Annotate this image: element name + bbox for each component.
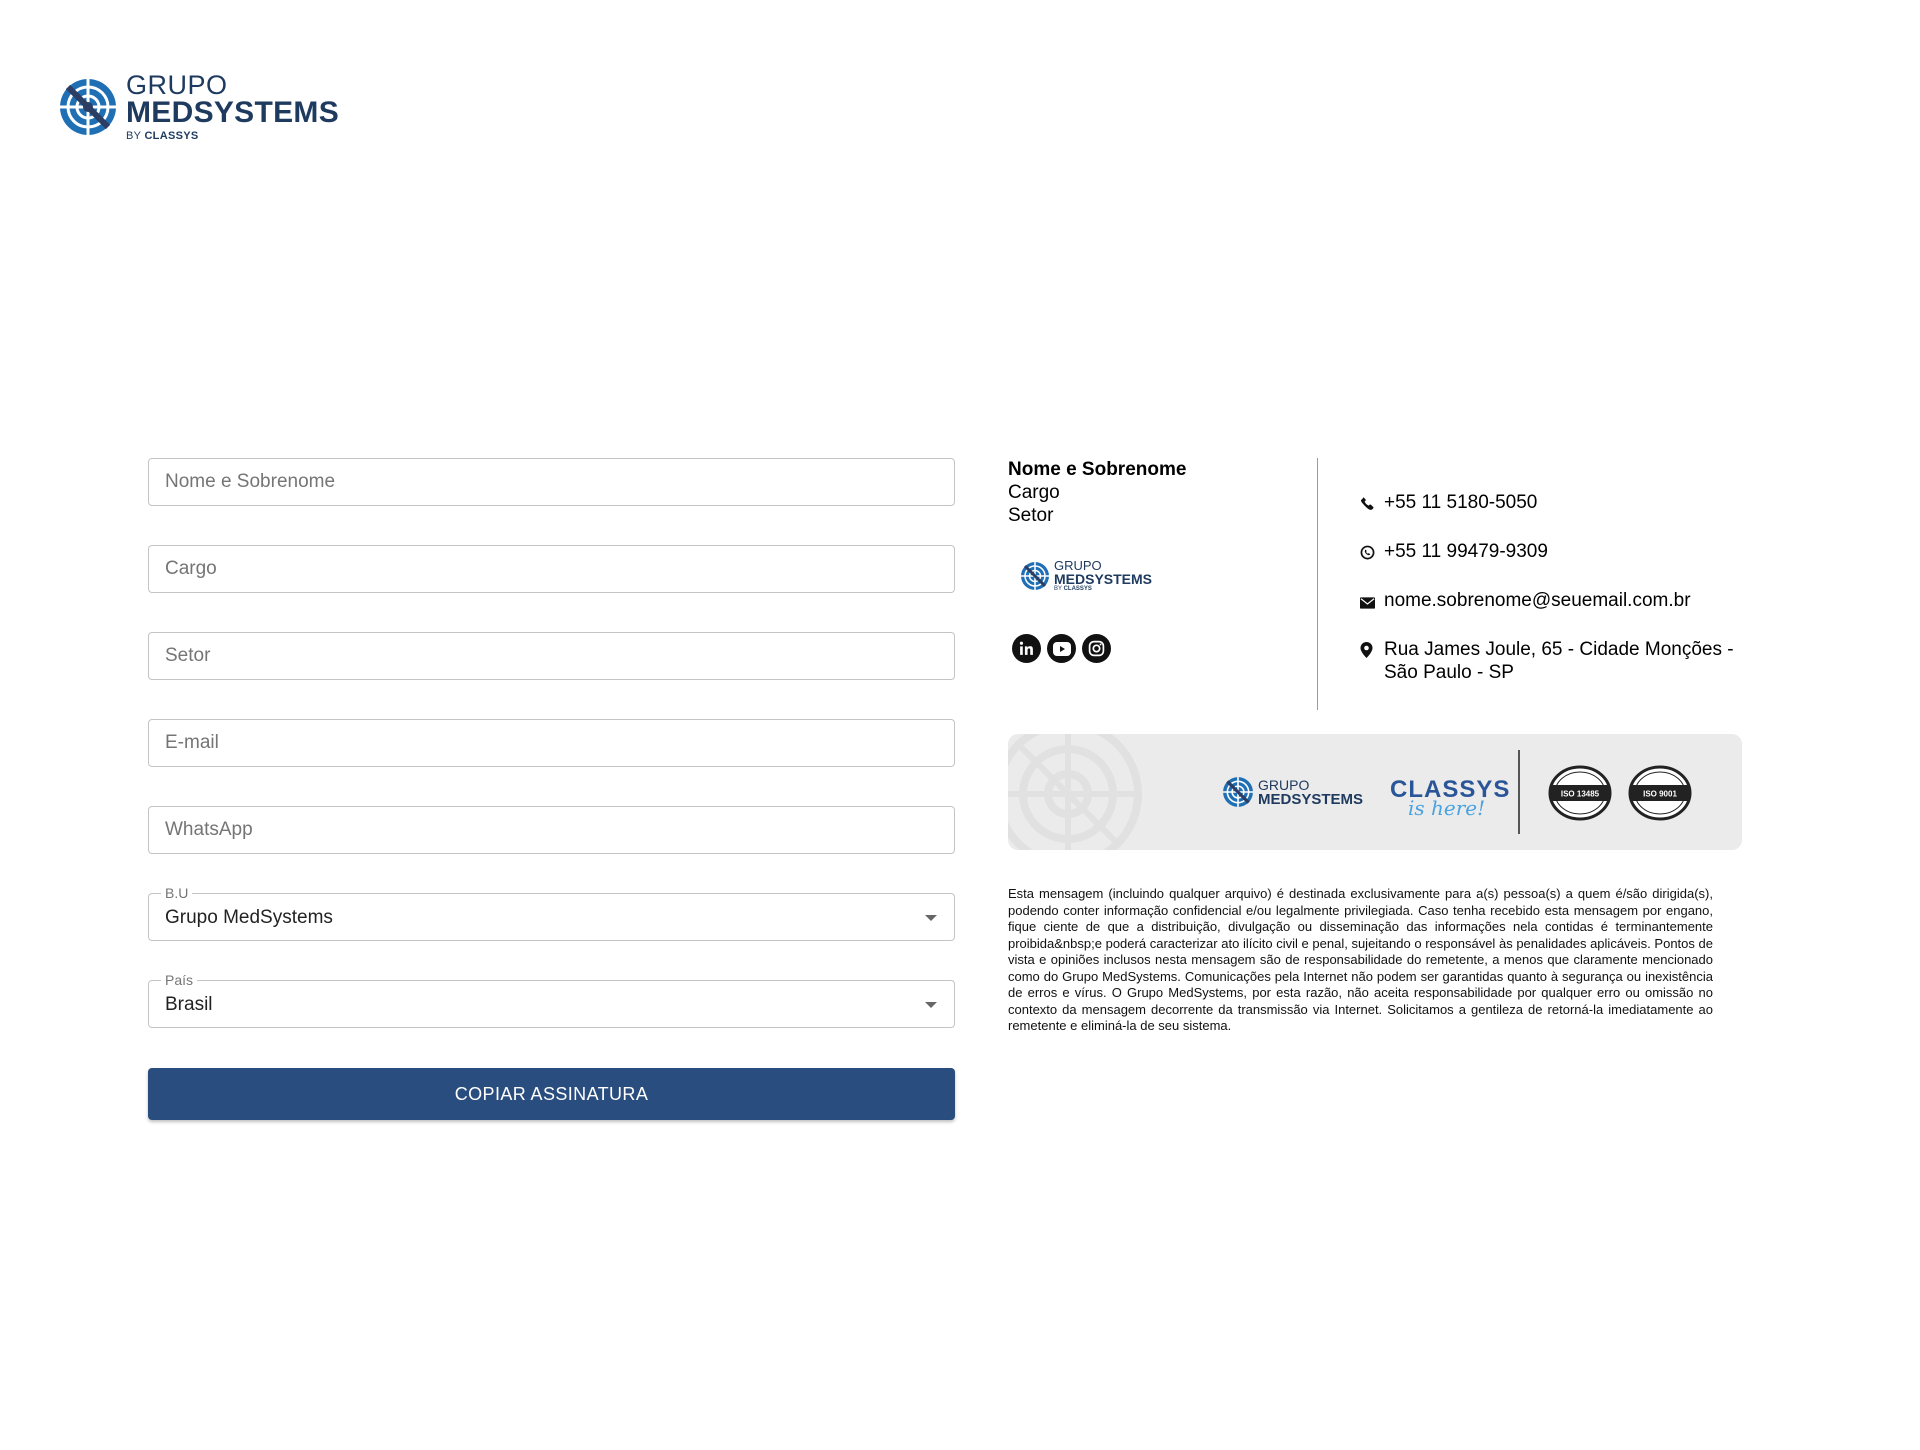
setor-input[interactable] (149, 633, 954, 679)
whatsapp-input[interactable] (149, 807, 954, 853)
whatsapp-field-wrapper (148, 806, 955, 854)
signature-contacts (1360, 491, 1760, 707)
medsystems-logo-icon (1020, 561, 1050, 591)
sig-logo-medsystems: MEDSYSTEMS (1054, 571, 1153, 587)
logo-line-grupo: GRUPO (126, 70, 228, 100)
banner-medsystems-logo (1222, 776, 1363, 808)
company-logo (58, 72, 339, 142)
pais-select-label: País (161, 972, 197, 988)
signature-form (148, 458, 955, 1120)
banner-logo-grupo: GRUPO (1258, 776, 1310, 793)
email-field-wrapper (148, 719, 955, 767)
name-input[interactable] (149, 459, 954, 505)
contact-email (1360, 589, 1760, 615)
watermark-logo-icon (1008, 734, 1188, 850)
is-here-tagline: is here! (1408, 796, 1486, 820)
social-links (1012, 634, 1308, 663)
banner-logo-medsystems: MEDSYSTEMS (1258, 790, 1364, 808)
signature-divider (1317, 458, 1318, 710)
logo-line-medsystems: MEDSYSTEMS (126, 96, 340, 129)
contact-address (1360, 638, 1760, 684)
classys-wordmark: CLASSYS (1390, 776, 1511, 803)
iso-13485-badge-icon (1548, 765, 1612, 821)
instagram-icon[interactable] (1082, 634, 1111, 663)
contact-phone-text: +55 11 5180-5050 (1384, 492, 1538, 513)
bu-select[interactable] (148, 885, 955, 941)
contact-whatsapp (1360, 540, 1760, 566)
iso-13485-text: ISO 13485 (1560, 789, 1600, 799)
medsystems-logo-icon (1222, 776, 1254, 808)
whatsapp-icon (1360, 540, 1378, 566)
logo-line-byclassys: BY CLASSYS (126, 130, 199, 142)
chevron-down-icon (925, 915, 937, 921)
youtube-icon[interactable] (1047, 634, 1076, 663)
name-field-wrapper (148, 458, 955, 506)
linkedin-icon[interactable] (1012, 634, 1041, 663)
legal-disclaimer: Esta mensagem (incluindo qualquer arquivo) é destinada exclusivamente para a(s) pessoa(s) a quem é/são dirigida(s), podendo conter informação confidencial e/ou legalmente privilegiada. Caso tenha recebido esta mensagem por engano, fique ciente de que a distribuição, divulgação ou disseminação das informações nela contidas é terminantemente proibida&nbsp;e poderá caracterizar ato ilícito civil e penal, sujeitando o responsável às penalidades aplicáveis. Pontos de vista e opiniões inclusos nesta mensagem são de responsabilidade do remetente, a menos que claramente mencionado como do Grupo MedSystems. Comunicações pela Internet não podem ser garantidas quanto à segurança ou inexistência de erros e vírus. O Grupo MedSystems, por esta razão, não aceita responsabilidade por qualquer erro ou omissão no contexto da mensagem decorrente da transmissão via Internet. Solicitamos a gentileza de retorná-la imediatamente ao remetente e eliminá-la de seu sistema. (1008, 886, 1713, 1033)
cargo-input[interactable] (149, 546, 954, 592)
iso-9001-text: ISO 9001 (1643, 789, 1677, 799)
contact-whatsapp-text: +55 11 99479-9309 (1384, 541, 1548, 562)
chevron-down-icon (925, 1002, 937, 1008)
iso-9001-badge-icon (1628, 765, 1692, 821)
bu-select-label: B.U (161, 885, 192, 901)
sig-logo-byclassys: BY CLASSYS (1054, 586, 1092, 592)
email-input[interactable] (149, 720, 954, 766)
bu-select-value: Grupo MedSystems (165, 907, 333, 928)
signature-banner (1008, 734, 1742, 850)
sig-logo-grupo: GRUPO (1054, 558, 1102, 573)
location-pin-icon (1360, 638, 1378, 664)
signature-cargo: Cargo (1008, 482, 1060, 503)
pais-select-value: Brasil (165, 994, 213, 1015)
setor-field-wrapper (148, 632, 955, 680)
pais-select[interactable] (148, 972, 955, 1028)
signature-identity (1008, 458, 1308, 663)
contact-email-text: nome.sobrenome@seuemail.com.br (1384, 590, 1691, 611)
phone-icon (1360, 491, 1378, 517)
signature-setor: Setor (1008, 505, 1054, 526)
cargo-field-wrapper (148, 545, 955, 593)
signature-logo (1020, 559, 1308, 592)
contact-address-text: Rua James Joule, 65 - Cidade Monções - São Paulo - SP (1384, 639, 1734, 683)
mail-icon (1360, 589, 1378, 615)
banner-divider (1518, 750, 1520, 834)
contact-phone (1360, 491, 1760, 517)
signature-name: Nome e Sobrenome (1008, 459, 1187, 480)
medsystems-logo-icon (58, 77, 118, 137)
copy-signature-button[interactable]: COPIAR ASSINATURA (148, 1068, 955, 1120)
